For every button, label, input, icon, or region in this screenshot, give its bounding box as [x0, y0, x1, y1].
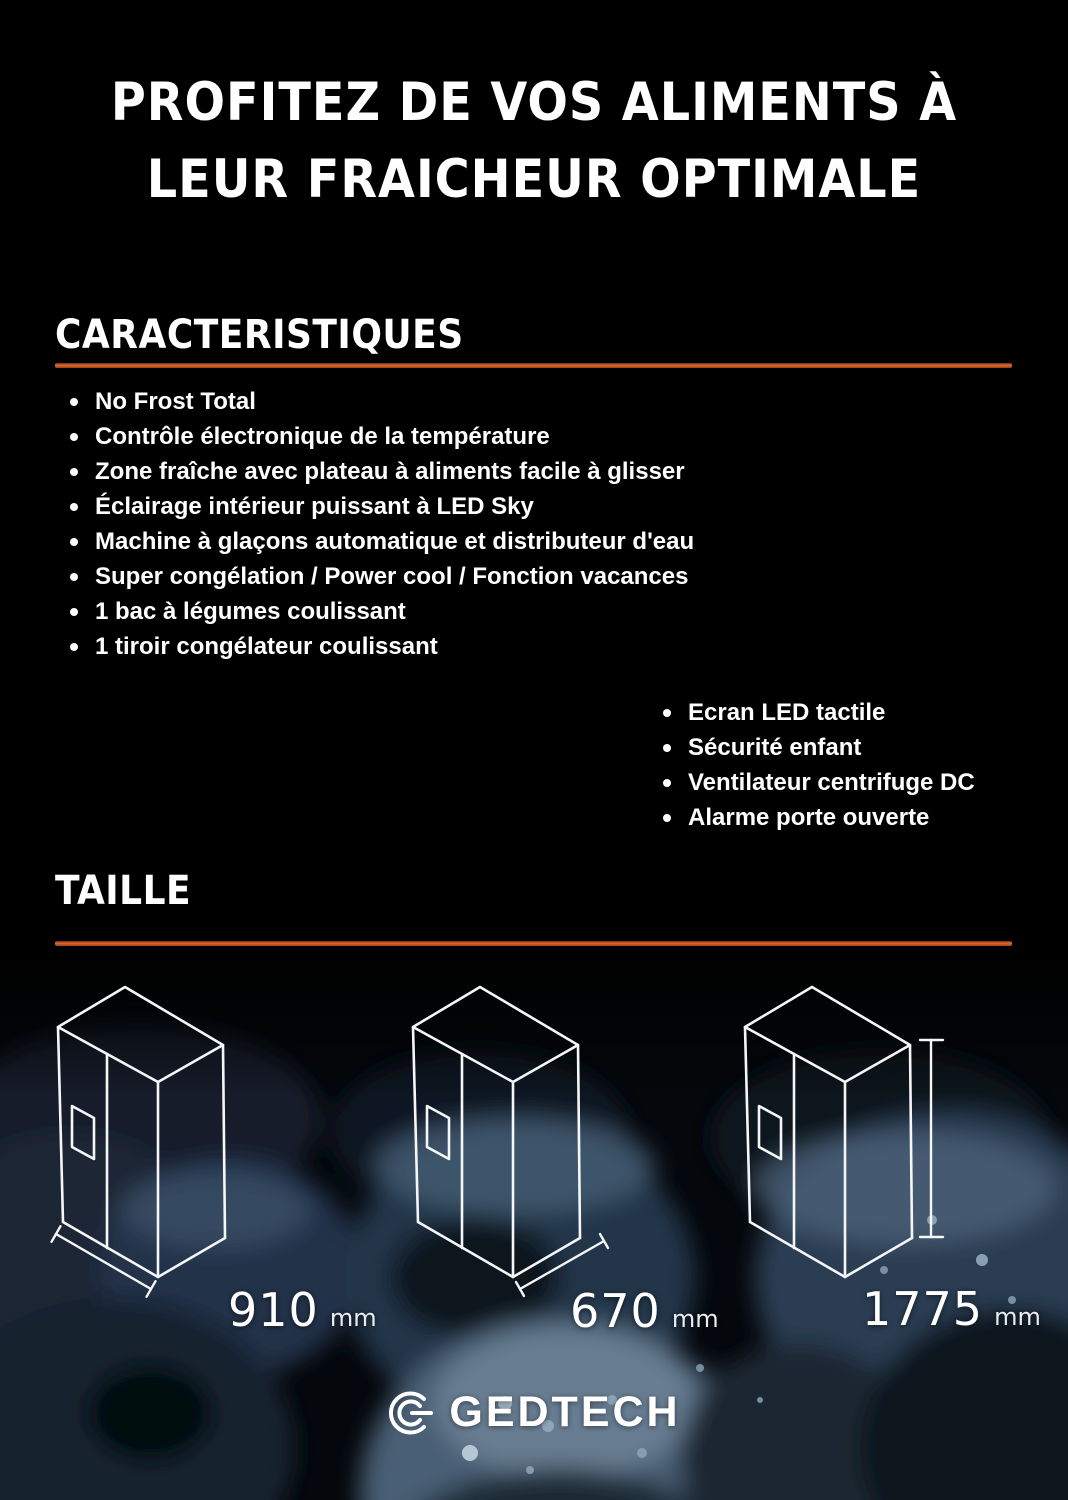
brand-name: GEDTECH [449, 1388, 681, 1436]
accent-divider [55, 941, 1012, 946]
title-line-2: LEUR FRAICHEUR OPTIMALE [146, 149, 922, 210]
dimension-label-width [228, 1283, 377, 1337]
title-line-1: PROFITEZ DE VOS ALIMENTS À [110, 72, 958, 133]
features-list-right [648, 701, 975, 841]
page-title [0, 64, 1068, 218]
feature-item: Ventilateur centrifuge DC [648, 771, 975, 795]
feature-item: Contrôle électronique de la température [55, 425, 694, 449]
feature-item: Alarme porte ouverte [648, 806, 975, 830]
gedtech-logo-icon [387, 1389, 435, 1437]
dimension-label-height [862, 1282, 1041, 1336]
feature-item: Ecran LED tactile [648, 701, 975, 725]
feature-item: Zone fraîche avec plateau à aliments facile à glisser [55, 460, 694, 484]
dimension-lines [52, 1040, 944, 1297]
fridge-wireframe-width [58, 987, 225, 1277]
dimension-unit: mm [994, 1303, 1041, 1331]
feature-item: Machine à glaçons automatique et distributeur d'eau [55, 530, 694, 554]
accent-divider [55, 363, 1012, 368]
dimension-value: 1775 [862, 1282, 984, 1336]
feature-item: No Frost Total [55, 390, 694, 414]
size-heading: TAILLE [55, 868, 192, 914]
fridge-wireframe-depth [413, 987, 580, 1277]
features-list-left [55, 390, 694, 670]
dimension-value: 670 [570, 1284, 661, 1338]
fridge-wireframe-height [745, 987, 912, 1277]
feature-item: Éclairage intérieur puissant à LED Sky [55, 495, 694, 519]
dimension-value: 910 [228, 1283, 319, 1337]
features-heading: CARACTERISTIQUES [55, 312, 464, 358]
dimension-unit: mm [329, 1304, 377, 1332]
feature-item: Sécurité enfant [648, 736, 975, 760]
feature-item: Super congélation / Power cool / Fonction vacances [55, 565, 694, 589]
feature-item: 1 tiroir congélateur coulissant [55, 635, 694, 659]
dimension-unit: mm [671, 1305, 719, 1333]
brand-logo [0, 1388, 1068, 1437]
dimension-label-depth [570, 1284, 719, 1338]
feature-item: 1 bac à légumes coulissant [55, 600, 694, 624]
